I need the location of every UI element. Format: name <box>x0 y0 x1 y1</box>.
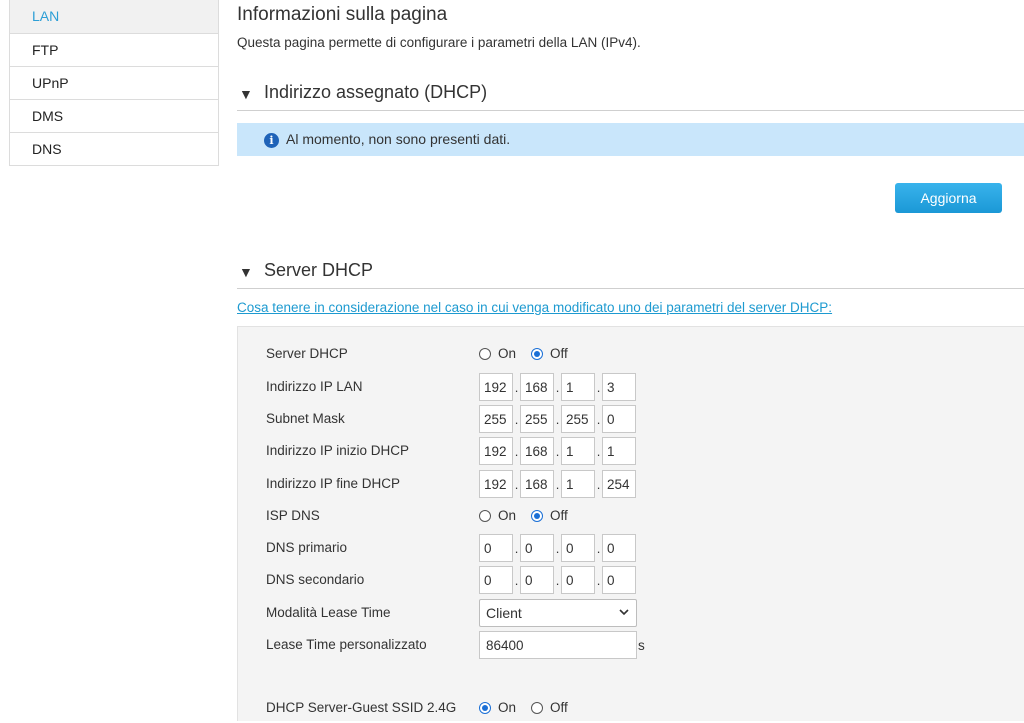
radio-label: Off <box>550 700 568 715</box>
sidebar-item-dms[interactable]: DMS <box>10 99 218 132</box>
guest-ssid-on-option[interactable] <box>479 700 516 715</box>
ip-dot: . <box>514 540 519 556</box>
radio-off[interactable] <box>531 348 543 360</box>
lease-mode-select[interactable] <box>479 599 637 627</box>
info-message-text: Al momento, non sono presenti dati. <box>286 131 511 147</box>
page-title: Informazioni sulla pagina <box>237 4 448 25</box>
server-dhcp-radio-group <box>479 346 583 361</box>
row-subnet-mask <box>238 404 1024 434</box>
field-label: ISP DNS <box>266 508 320 523</box>
row-dns-primary <box>238 533 1024 563</box>
ip-octet-field[interactable] <box>520 534 554 562</box>
ip-octet-field[interactable] <box>479 405 513 433</box>
isp-dns-on-option[interactable] <box>479 508 516 523</box>
field-label: DNS primario <box>266 540 348 555</box>
ip-octet-field[interactable] <box>561 566 595 594</box>
ip-dot: . <box>555 443 560 459</box>
radio-on[interactable] <box>479 348 491 360</box>
dhcp-end-ip-input <box>479 470 636 498</box>
dhcp-notes-link[interactable]: Cosa tenere in considerazione nel caso in cui venga modificato uno dei parametri del server DHCP: <box>237 300 833 315</box>
row-isp-dns <box>238 501 1024 531</box>
row-lease-custom <box>238 630 1024 660</box>
ip-octet-field[interactable] <box>602 534 636 562</box>
ip-octet-field[interactable] <box>479 373 513 401</box>
radio-label: On <box>498 508 517 523</box>
isp-dns-radio-group <box>479 508 583 523</box>
row-guest-ssid <box>238 693 1024 723</box>
ip-octet-field[interactable] <box>561 470 595 498</box>
ip-dot: . <box>555 411 560 427</box>
ip-octet-field[interactable] <box>479 470 513 498</box>
guest-ssid-off-option[interactable] <box>531 700 568 715</box>
row-dhcp-end-ip <box>238 469 1024 499</box>
field-label: Indirizzo IP LAN <box>266 379 363 394</box>
field-label: Modalità Lease Time <box>266 605 391 620</box>
ip-dot: . <box>555 379 560 395</box>
radio-label: Off <box>550 346 568 361</box>
field-label: Subnet Mask <box>266 411 345 426</box>
field-label: Server DHCP <box>266 346 348 361</box>
subnet-mask-input <box>479 405 636 433</box>
ip-dot: . <box>555 572 560 588</box>
ip-dot: . <box>514 572 519 588</box>
ip-octet-field[interactable] <box>561 534 595 562</box>
ip-octet-field[interactable] <box>520 470 554 498</box>
ip-dot: . <box>514 443 519 459</box>
ip-octet-field[interactable] <box>520 405 554 433</box>
section-header-dhcp-server[interactable] <box>237 258 1024 289</box>
ip-dot: . <box>596 379 601 395</box>
radio-off[interactable] <box>531 510 543 522</box>
ip-octet-field[interactable] <box>479 437 513 465</box>
lease-time-unit: s <box>638 638 645 653</box>
section-title: Indirizzo assegnato (DHCP) <box>264 82 488 102</box>
field-label: Indirizzo IP inizio DHCP <box>266 443 410 458</box>
row-lan-ip <box>238 372 1024 402</box>
collapse-triangle-icon[interactable]: ▼ <box>239 86 253 102</box>
sidebar-item-ftp[interactable]: FTP <box>10 33 218 66</box>
ip-octet-field[interactable] <box>602 373 636 401</box>
ip-dot: . <box>596 443 601 459</box>
lease-time-input[interactable] <box>479 631 637 659</box>
ip-dot: . <box>555 476 560 492</box>
row-server-dhcp <box>238 339 1024 369</box>
server-dhcp-off-option[interactable] <box>531 346 568 361</box>
radio-on[interactable] <box>479 510 491 522</box>
isp-dns-off-option[interactable] <box>531 508 568 523</box>
dhcp-start-ip-input <box>479 437 636 465</box>
server-dhcp-on-option[interactable] <box>479 346 516 361</box>
ip-dot: . <box>555 540 560 556</box>
row-dhcp-start-ip <box>238 436 1024 466</box>
ip-octet-field[interactable] <box>602 437 636 465</box>
ip-octet-field[interactable] <box>602 470 636 498</box>
ip-octet-field[interactable] <box>602 566 636 594</box>
radio-label: On <box>498 346 517 361</box>
sidebar-item-lan[interactable]: LAN <box>10 0 218 33</box>
info-icon: i <box>264 133 279 148</box>
field-label: Lease Time personalizzato <box>266 637 427 652</box>
ip-dot: . <box>514 476 519 492</box>
radio-label: Off <box>550 508 568 523</box>
ip-octet-field[interactable] <box>479 534 513 562</box>
ip-octet-field[interactable] <box>520 373 554 401</box>
sidebar-item-upnp[interactable]: UPnP <box>10 66 218 99</box>
guest-ssid-radio-group <box>479 700 583 715</box>
row-dns-secondary <box>238 565 1024 595</box>
ip-octet-field[interactable] <box>561 373 595 401</box>
dns-primary-input <box>479 534 636 562</box>
info-message-bar <box>237 123 1024 156</box>
ip-octet-field[interactable] <box>520 566 554 594</box>
lan-ip-input <box>479 373 636 401</box>
radio-off[interactable] <box>531 702 543 714</box>
ip-dot: . <box>596 572 601 588</box>
ip-octet-field[interactable] <box>520 437 554 465</box>
ip-dot: . <box>514 411 519 427</box>
dns-secondary-input <box>479 566 636 594</box>
field-label: DNS secondario <box>266 572 365 587</box>
section-header-dhcp-assigned[interactable] <box>237 80 1024 111</box>
ip-octet-field[interactable] <box>561 437 595 465</box>
ip-dot: . <box>596 540 601 556</box>
radio-on[interactable] <box>479 702 491 714</box>
page-description: Questa pagina permette di configurare i parametri della LAN (IPv4). <box>237 35 641 50</box>
ip-octet-field[interactable] <box>479 566 513 594</box>
collapse-triangle-icon[interactable]: ▼ <box>239 264 253 280</box>
ip-dot: . <box>514 379 519 395</box>
section-title: Server DHCP <box>264 260 374 280</box>
row-lease-mode <box>238 598 1024 628</box>
field-label: Indirizzo IP fine DHCP <box>266 476 401 491</box>
dhcp-settings-panel <box>237 326 1024 721</box>
sidebar-item-dns[interactable]: DNS <box>10 132 218 165</box>
radio-label: On <box>498 700 517 715</box>
sidebar-nav <box>9 0 219 166</box>
ip-octet-field[interactable] <box>602 405 636 433</box>
field-label: DHCP Server-Guest SSID 2.4G <box>266 700 457 715</box>
ip-dot: . <box>596 411 601 427</box>
select-value: Client <box>486 605 522 621</box>
ip-dot: . <box>596 476 601 492</box>
refresh-button[interactable]: Aggiorna <box>895 183 1002 213</box>
ip-octet-field[interactable] <box>561 405 595 433</box>
